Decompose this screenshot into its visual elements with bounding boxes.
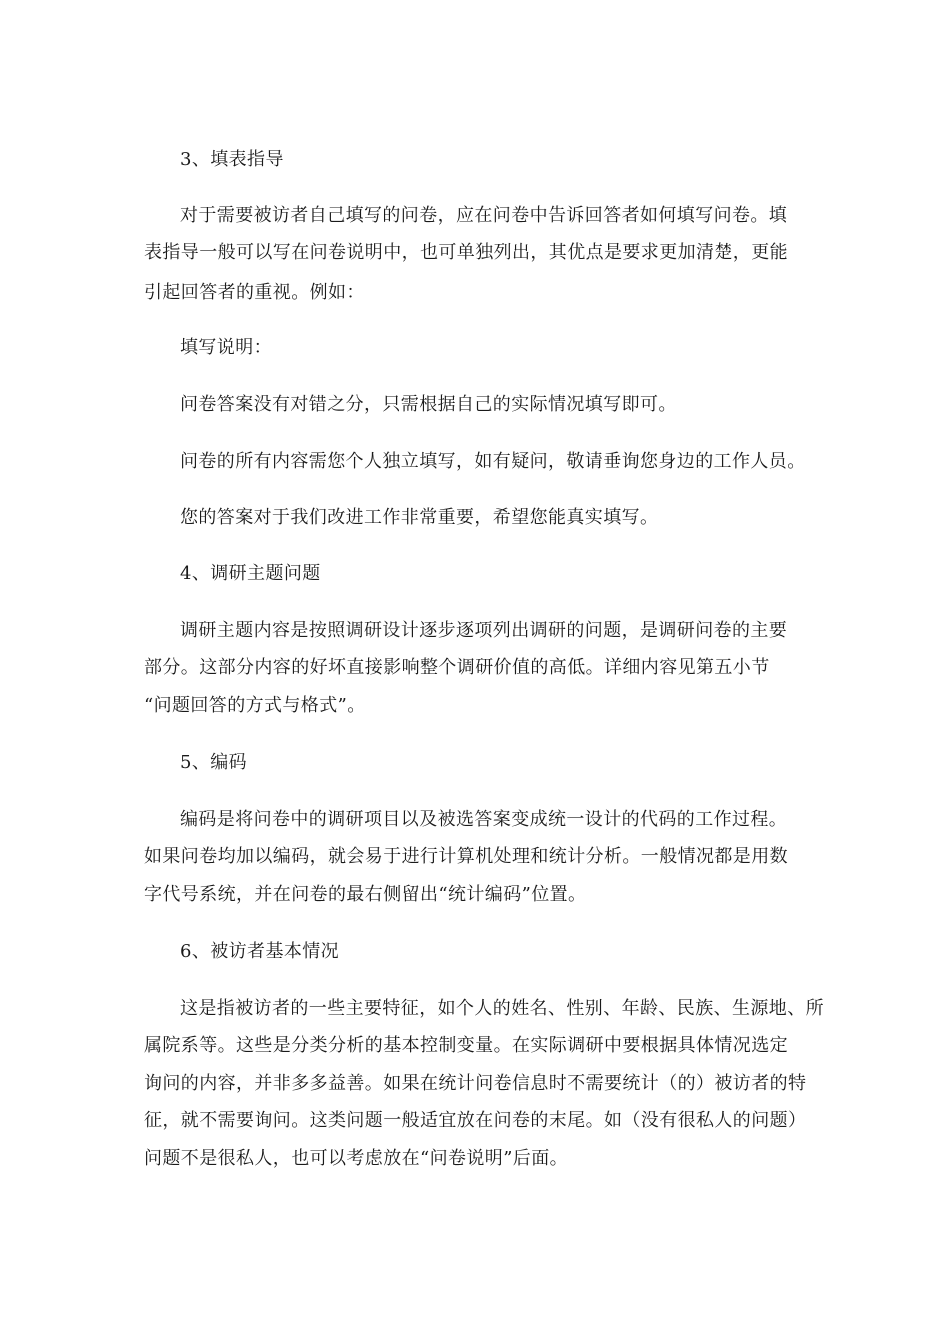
paragraph-line: 表指导一般可以写在问卷说明中，也可单独列出，其优点是要求更加清楚，更能 xyxy=(144,242,788,263)
paragraph-line: 如果问卷均加以编码，就会易于进行计算机处理和统计分析。一般情况都是用数 xyxy=(144,846,788,867)
heading-respondent-info: 6、被访者基本情况 xyxy=(180,941,340,962)
paragraph-line: 字代号系统，并在问卷的最右侧留出“统计编码”位置。 xyxy=(144,884,587,905)
paragraph-line: 调研主题内容是按照调研设计逐步逐项列出调研的问题，是调研问卷的主要 xyxy=(180,620,788,641)
paragraph-line: “问题回答的方式与格式”。 xyxy=(144,695,366,716)
paragraph-line: 部分。这部分内容的好坏直接影响整个调研价值的高低。详细内容见第五小节 xyxy=(144,657,770,678)
heading-coding: 5、编码 xyxy=(180,752,248,773)
instruction-title: 填写说明： xyxy=(180,337,272,358)
instruction-line: 问卷的所有内容需您个人独立填写，如有疑问，敬请垂询您身边的工作人员。 xyxy=(180,451,806,472)
paragraph-line: 征，就不需要询问。这类问题一般适宜放在问卷的末尾。如（没有很私人的问题） xyxy=(144,1110,807,1131)
paragraph-line: 对于需要被访者自己填写的问卷，应在问卷中告诉回答者如何填写问卷。填 xyxy=(180,205,788,226)
heading-research-topic: 4、调研主题问题 xyxy=(180,563,321,584)
paragraph-line: 编码是将问卷中的调研项目以及被选答案变成统一设计的代码的工作过程。 xyxy=(180,809,788,830)
paragraph-line: 询问的内容，并非多多益善。如果在统计问卷信息时不需要统计（的）被访者的特 xyxy=(144,1073,807,1094)
paragraph-line: 这是指被访者的一些主要特征，如个人的姓名、性别、年龄、民族、生源地、所 xyxy=(180,998,824,1019)
instruction-line: 问卷答案没有对错之分，只需根据自己的实际情况填写即可。 xyxy=(180,394,677,415)
instruction-line: 您的答案对于我们改进工作非常重要，希望您能真实填写。 xyxy=(180,507,659,528)
paragraph-line: 属院系等。这些是分类分析的基本控制变量。在实际调研中要根据具体情况选定 xyxy=(144,1035,788,1056)
paragraph-line: 引起回答者的重视。例如： xyxy=(144,282,365,303)
paragraph-line: 问题不是很私人，也可以考虑放在“问卷说明”后面。 xyxy=(144,1148,569,1169)
heading-fill-guide: 3、填表指导 xyxy=(180,149,284,170)
